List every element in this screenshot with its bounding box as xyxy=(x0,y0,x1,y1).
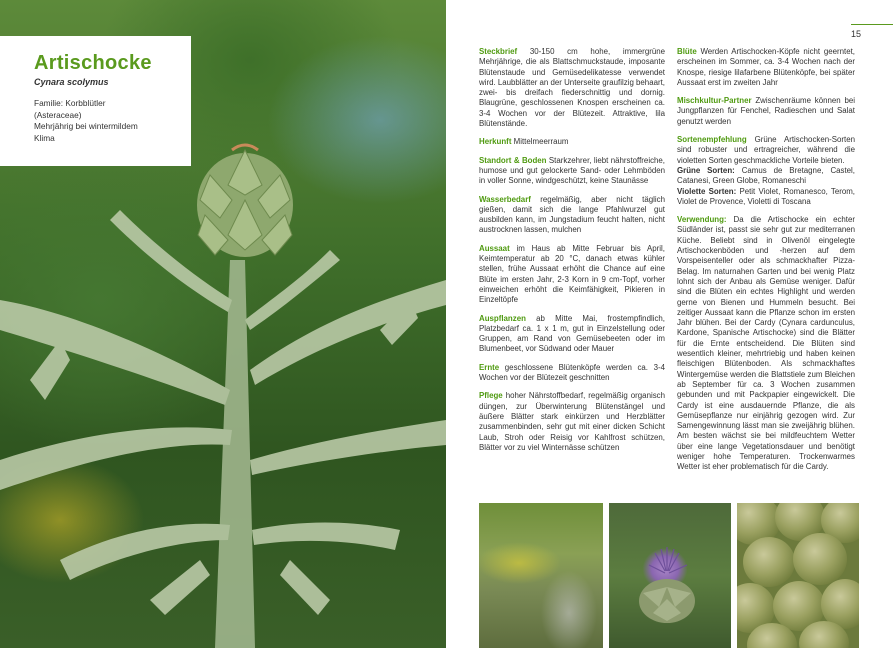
body-text: geschlossene Blütenköpfe werden ca. 3-4 Wochen vor der Blütezeit geschnitten xyxy=(479,362,665,383)
keyword: Sortenempfehlung xyxy=(677,135,747,145)
section-verwendung xyxy=(677,215,855,472)
body-text: Grüne Artischocken-Sorten sind robuster und ertragreicher, während die violetten Sorten geschmackliche Vorteile bieten. xyxy=(677,135,855,165)
subheading: Violette Sorten: xyxy=(677,186,737,196)
keyword: Standort & Boden xyxy=(479,155,547,165)
keyword: Ernte xyxy=(479,362,500,372)
keyword: Wasserbedarf xyxy=(479,194,531,204)
body-text: ab Mitte Mai, frostempfindlich, Platzbedarf ca. 1 x 1 m, gut in Einzelstellung oder Gruppen, am Rand von Gemüsebeeten oder im Blumenbeet, vor Südwand oder Mauer xyxy=(479,313,665,354)
section-aussaat xyxy=(479,244,665,306)
keyword: Steckbrief xyxy=(479,47,518,56)
body-text: hoher Nährstoffbedarf, regelmäßig organisch düngen, zur Überwinterung Blütenstängel und äußere Blätter stark einkürzen und Herzblätter zusammenbinden, sehr gut mit einer dicken Schicht Laub, Stroh oder Reisig vor Kahlfrost schützen, Blätter vor zu viel Winternässe schützen xyxy=(479,391,665,452)
fact-line: Mehrjährig bei wintermildem xyxy=(34,121,138,131)
section-sorten xyxy=(677,135,855,207)
fact-line: (Asteraceae) xyxy=(34,109,82,120)
keyword: Verwendung: xyxy=(677,215,727,225)
body-text: Da die Artischocke ein echter Südländer ist, passt sie sehr gut zur mediterranen Küche. Beliebt sind in Olivenöl eingelegte Artischockenböden und -herzen auf dem Vorspeisenteller oder als schmackhafter Pizza-Belag. Im naturnahen Garten und bei wenig Platz lohnt sich der Anbau als Gemüse weniger. Dafür sind die Blüten ein echtes Highlight und werden gerne von Bienen und Hummeln besucht. Bei zeitiger Aussaat kann die Pflanze schon im ersten Jahr blühen. Bei der Cardy (Cynara cardunculus, Kardone, Spanische Artischocke) sind die Blätter für die Ernte entscheidend. Die Blüten sind wesentlich kleiner, mehrtriebig und haben keinen fleischigen Blütenboden. Als schmackhaftes Wintergemüse werden die Blattstiele zum Bleichen ab September für ca. 3 Wochen zusammen gebunden und mit Packpapier eingewickelt. Die Cardy ist eine ausdauernde Pflanze, die als Gemüsepflanze nur einjährig gezogen wird. Zur Samengewinnung lässt man sie zweijährig blühen. Am besten wächst sie bei mildfeuchtem Wetter über eine lange Vegetationsdauer und benötigt weniger hohe Temperaturen. Trockenwarmes Wetter ist eher problematisch für die Cardy. xyxy=(677,215,855,472)
body-text: Petit Violet, Romanesco, Terom, Violet de Provence, Violetti di Toscana xyxy=(677,186,855,206)
plant-facts xyxy=(34,98,184,144)
keyword: Blüte xyxy=(677,47,697,56)
text-column-left xyxy=(479,47,665,461)
section-bluete xyxy=(677,47,855,88)
page-number-rule xyxy=(851,24,893,25)
section-auspflanzen xyxy=(479,314,665,355)
section-steckbrief xyxy=(479,47,665,129)
section-wasserbedarf xyxy=(479,195,665,236)
body-text: 30-150 cm hohe, immergrüne Mehrjährige, die als Blattschmuckstaude, imposante Blütenstaude und Gemüsedelikatesse verwendet wird. Laubblätter an der Unterseite graufilzig behaart, zwei- bis dreifach fiederschnittig und dornig. Blaugrüne, geschlossenen Knospen erscheinen ca. 3-4 Wochen vor der Blütezeit. Attraktive, lila Blütenstände. xyxy=(479,47,665,129)
section-pflege xyxy=(479,391,665,453)
body-text: Werden Artischocken-Köpfe nicht geerntet, erscheinen im Sommer, ca. 3-4 Wochen nach der Knospe, riesige lilafarbene Blütenköpfe, bei später Aussaat erst im zweiten Jahr xyxy=(677,47,855,87)
body-text: Starkzehrer, liebt nährstoffreiche, humose und gut gelockerte Sand- oder Lehmböden in voller Sonne, windgeschützt, keine Staunässe xyxy=(479,155,665,186)
artichoke-bud xyxy=(793,533,847,585)
body-text: Mittelmeerraum xyxy=(511,137,569,147)
keyword: Mischkultur-Partner xyxy=(677,96,752,106)
artichoke-bud xyxy=(743,537,795,587)
section-standort xyxy=(479,156,665,187)
keyword: Pflege xyxy=(479,391,503,401)
latin-name: Cynara scolymus xyxy=(34,77,109,87)
section-herkunft xyxy=(479,137,665,147)
artichoke-buds-photo xyxy=(737,503,859,648)
section-ernte xyxy=(479,363,665,384)
body-text: Camus de Bretagne, Castel, Catanesi, Green Globe, Romaneschi xyxy=(677,165,855,186)
section-mischkultur xyxy=(677,96,855,127)
flower-illustration xyxy=(609,503,731,648)
keyword: Aussaat xyxy=(479,243,510,253)
plant-title: Artischocke xyxy=(34,52,152,74)
body-text: regelmäßig, aber nicht täglich gießen, damit sich die lange Pfahlwurzel gut ausbilden kann, im Jungstadium feucht halten, nicht austrocknen lassen, mulchen xyxy=(479,194,665,235)
keyword: Auspflanzen xyxy=(479,313,526,323)
artichoke-photo xyxy=(0,0,446,648)
page-number: 15 xyxy=(851,29,862,39)
body-text: im Haus ab Mitte Februar bis April, Keimtemperatur ab 20 °C, danach etwas kühler stellen, frühe Aussaat erhöht die Chance auf eine Blüte im ersten Jahr, 2-3 Korn in 9 cm-Topf, vorher einweichen erhöht die Keimfähigkeit, Pikieren in Einzeltöpfe xyxy=(479,243,665,305)
fact-line: Klima xyxy=(34,132,55,143)
text-column-right xyxy=(677,47,855,481)
subheading: Grüne Sorten: xyxy=(677,165,735,175)
artichoke-flower-photo xyxy=(609,503,731,648)
fact-line: Familie: Korbblütler xyxy=(34,98,106,108)
body-text: Zwischenräume können bei Jungpflanzen für Fenchel, Radieschen und Salat genutzt werden xyxy=(677,96,855,126)
garden-path-photo xyxy=(479,503,603,648)
keyword: Herkunft xyxy=(479,137,512,147)
